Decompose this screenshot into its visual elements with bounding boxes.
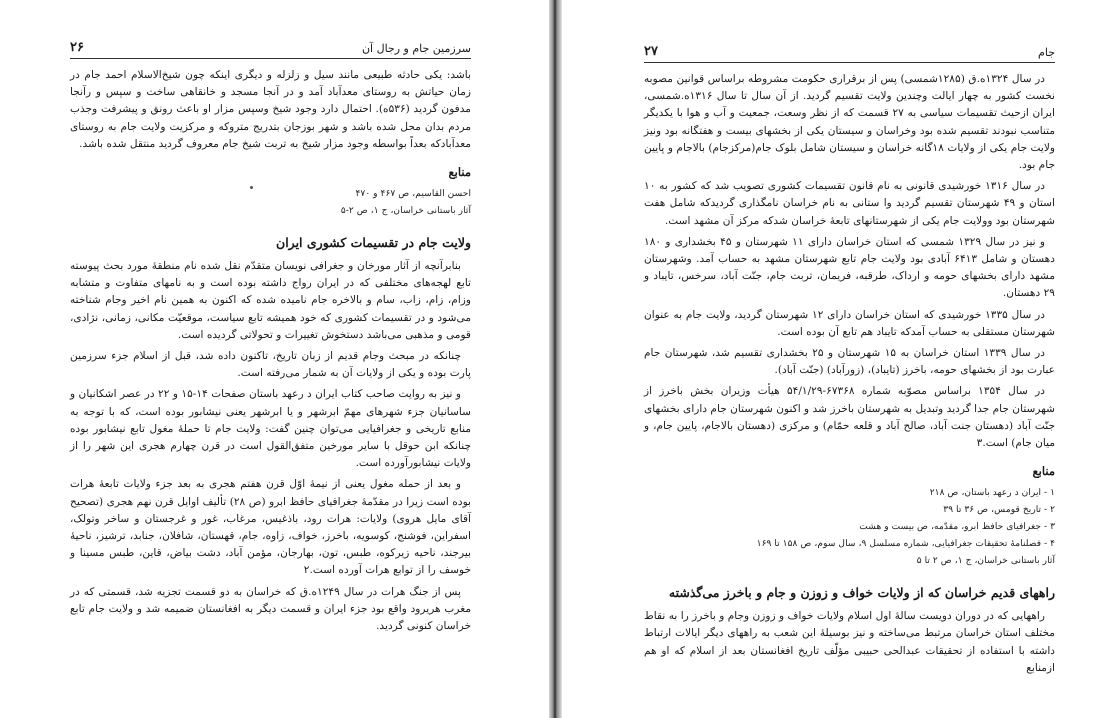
right-source-item: ۲ - تاریخ قومس، ص ۳۶ تا ۳۹ [943, 504, 1055, 516]
left-page-number: ۲۶ [70, 40, 84, 55]
left-paragraph-5: و بعد از حمله مغول یعنی از نیمهٔ اوّل قرن هفتم هجری به بعد جزء ولایات تابعهٔ هرات بوده است زیرا در مقدّمهٔ جغرافیای حافظ ابرو (ص ۲۸) تألیف اوایل قرن نهم هجری (تصحیح آقای مایل هروی) ولایات: هرات رود، باذغیس، مرغاب، غور و غرجستان و ساخر وتولک، اسفراین، فوشنج، کوسویه، باخرز، خواف، زاوه، جام، قهستان، شافلان، جنابد، ترشیز، ناحیهٔ بیرجند، ناحیه زیرکوه، طبس، تون، بهارجان، مؤمن آباد، دشت بیاض، قاین، طبس مسینا و خوسف را از توابع هرات آورده است.۲ [70, 478, 471, 577]
left-section-heading: ولایت جام در تقسیمات کشوری ایران [276, 235, 471, 251]
right-page-number: ۲۷ [644, 44, 658, 59]
right-sources-heading: منابع [1032, 464, 1055, 479]
right-page-header [644, 44, 1055, 63]
right-paragraph-4: در سال ۱۳۳۵ خورشیدی که استان خراسان دارای ۱۲ شهرستان گردید، ولایت جام به عنوان شهرستان مستقلی به حساب آمدکه تایباد هم تابع آن بوده است. [644, 308, 1055, 338]
right-section-heading: راههای قدیم خراسان که از ولایات خواف و زوزن و جام و باخرز می‌گذشته [668, 585, 1055, 601]
left-page-content [70, 40, 471, 639]
left-page [0, 0, 549, 718]
left-paragraph-3: چنانکه در مبحث وجام قدیم از زبان تاریخ، تاکنون داده شد، قبل از اسلام جزء سرزمین پارت بوده و یکی از ولایات آن به شمار می‌رفته است. [70, 350, 471, 380]
book-gutter [549, 0, 562, 718]
left-paragraph-2: بنابرآنچه از آثار مورخان و جغرافی نویسان متقدّم نقل شده نام منطقهٔ مورد بحث پیوسته تابع لهجه‌های مختلفی که در ایران رواج داشته بوده است و به نامهای متفاوت و متشابه وزام، زام، زاب، سام و بالاخره جام نامیده شده که اکنون به همین نام اخیر وجام شناخته می‌شود و در تقسیمات کشوری که خود همیشه تابع سیاست، موقعیّت مکانی، زمانی، نژادی، قومی و مذهبی می‌باشد دستخوش تغییرات و تحولاتی گردیده است. [70, 260, 471, 341]
left-paragraph-6: پس از جنگ هرات در سال ۱۲۴۹ه.ق که خراسان به دو قسمت تجزیه شد، قسمتی که در مغرب هریرود واقع بود جزء ایران و قسمت دیگر به افغانستان ضمیمه شد و ولایت جام تابع خراسان کنونی گردید. [70, 585, 471, 633]
speck-mark [250, 186, 253, 189]
right-paragraph-7: راههایی که در دوران دویست سالهٔ اول اسلام ولایات خواف و زوزن وجام و باخرز را به نقاط مختلف استان خراسان مرتبط می‌ساخته و نیز بوسیلهٔ این شعب به راههای دیگر ایالات ارتباط داشته با استفاده از تحقیقات عبدالحی حبیبی مؤلّف تاریخ افغانستان بعد از اسلام که او هم ازمنابع [644, 610, 1055, 674]
left-running-title: سرزمین جام و رجال آن [361, 42, 471, 55]
right-paragraph-2: در سال ۱۳۱۶ خورشیدی قانونی به نام قانون تقسیمات کشوری تصویب شد که کشور به ۱۰ استان و ۴۹ شهرستان تقسیم گردید وا ستانی به نام خراسان نامگذاری گردیدکه شامل هفت شهرستان بود وولایت جام یکی از شهرستانهای تابعهٔ خراسان شدکه مرکز آن مشهد است. [644, 180, 1055, 227]
left-page-header [70, 40, 471, 59]
right-paragraph-1: در سال ۱۳۲۴ه.ق (۱۲۸۵شمسی) پس از برقراری حکومت مشروطه براساس قوانین مصوبه نخست کشور به چهار ایالت وچندین ولایت تقسیم گردید. از آن سال تا سال ۱۳۱۶ه.شمسی، ایران ازحیث تقسیمات سیاسی به ۲۷ قسمت که از نظر وسعت، جمعیت و آب و هوا با یکدیگر متناسب نبودند تقسیم شده بود وخراسان و سیستان یکی از بخشهای بیست و هفتگانه بود ونیز ولایت جام یکی از ولایات ۱۸گانه خراسان و سیستان شامل بلوک جام(مرکزجام) بالاجام و پایین جام بود. [644, 73, 1055, 172]
left-paragraph-4: و نیز به روایت صاحب کتاب ایران د رعهد باستان صفحات ۱۴-۱۵ و ۲۲ در عصر اشکانیان و ساسانیان جزء شهرهای مهمّ ابرشهر و یا ابرشهر یعنی نیشابور بوده است، که با توجه به منابع تاریخی و جغرافیایی می‌توان چنین گفت: ولایت جام تا حملهٔ مغول تابع نیشابور بوده چنانکه ابن حوقل با سایر مورخین متفق‌القول است در قرن چهارم هجری این شهر را از ولایات نیشابورآورده است. [70, 388, 471, 470]
right-sources-list [644, 484, 1055, 569]
left-source-item: احسن القاسیم، ص ۴۶۷ و ۴۷۰ [355, 188, 471, 200]
left-paragraph-1: باشد: یکی حادثه طبیعی مانند سیل و زلزله و دیگری اینکه چون شیخ‌الاسلام احمد جام در زمان حیاتش به روستای معدآباد آمد و در آنجا مسجد و خانقاهی ساخت و سپس و رآنجا مدفون گردید (۵۳۶ه). احتمال دارد وجود شیخ وسپس مزار او باعث رونق و پیشرفت وجذب مردم بدان محل شده باشد و شهر بوزجان بتدریج متروکه و مرکزیت ولایت جام به روستای معدآبادکه بعداً بواسطه وجود مزار شیخ به تربت شیخ جام معروف گردید منتقل شده باشد. [70, 69, 471, 150]
left-sources-list [70, 185, 471, 219]
right-running-title: جام [1038, 46, 1055, 59]
right-source-item: آثار باستانی خراسان، ج ۱، ص ۲ تا ۵ [916, 555, 1055, 567]
right-source-item: ۱ - ایران د رعهد باستان، ص ۲۱۸ [929, 487, 1055, 499]
right-paragraph-6: در سال ۱۳۵۴ براساس مصوّبه شماره ۶۷۳۶۸-۵۴/۱/۲۹ هیأت وزیران بخش باخرز از شهرستان جام جدا گردید وتبدیل به شهرستان باخرز شد و اکنون شهرستان جام دارای بخشهای جنّت آباد (دهستان جنت آباد، صالح آباد و قلعه حمّام) و مرکزی (دهستان بالاجام، پایین جام، و میان جام) است.۳ [644, 385, 1055, 450]
right-page-content [644, 44, 1055, 681]
left-sources-heading: منابع [448, 165, 471, 180]
right-page [562, 0, 1115, 718]
right-source-item: ۳ - جغرافیای حافظ ابرو، مقدّمه، ص بیست و هشت [859, 521, 1055, 533]
left-source-item: آثار باستانی خراسان، ج ۱، ص ۲-۵ [340, 205, 471, 217]
right-paragraph-5: در سال ۱۳۳۹ استان خراسان به ۱۵ شهرستان و ۲۵ بخشداری تقسیم شد، شهرستان جام عبارت بود از بخشهای حومه، باخرز (تایباد)، (زورآباد) (جنّت آباد). [644, 347, 1055, 377]
right-paragraph-3: و نیز در سال ۱۳۲۹ شمسی که استان خراسان دارای ۱۱ شهرستان و ۴۵ بخشداری و ۱۸۰ دهستان و شامل ۶۴۱۳ آبادی بود ولایت جام تابع شهرستان مشهد به حساب آمد. وشهرستان مشهد دارای بخشهای حومه و ارداک، طرقبه، فریمان، تربت جام، جنّت آباد، سرخس، تایباد و ۲۹ دهستان. [644, 235, 1055, 300]
right-source-item: ۴ - فصلنامهٔ تحقیقات جغرافیایی، شماره مسلسل ۹، سال سوم، ص ۱۵۸ تا ۱۶۹ [756, 538, 1055, 550]
